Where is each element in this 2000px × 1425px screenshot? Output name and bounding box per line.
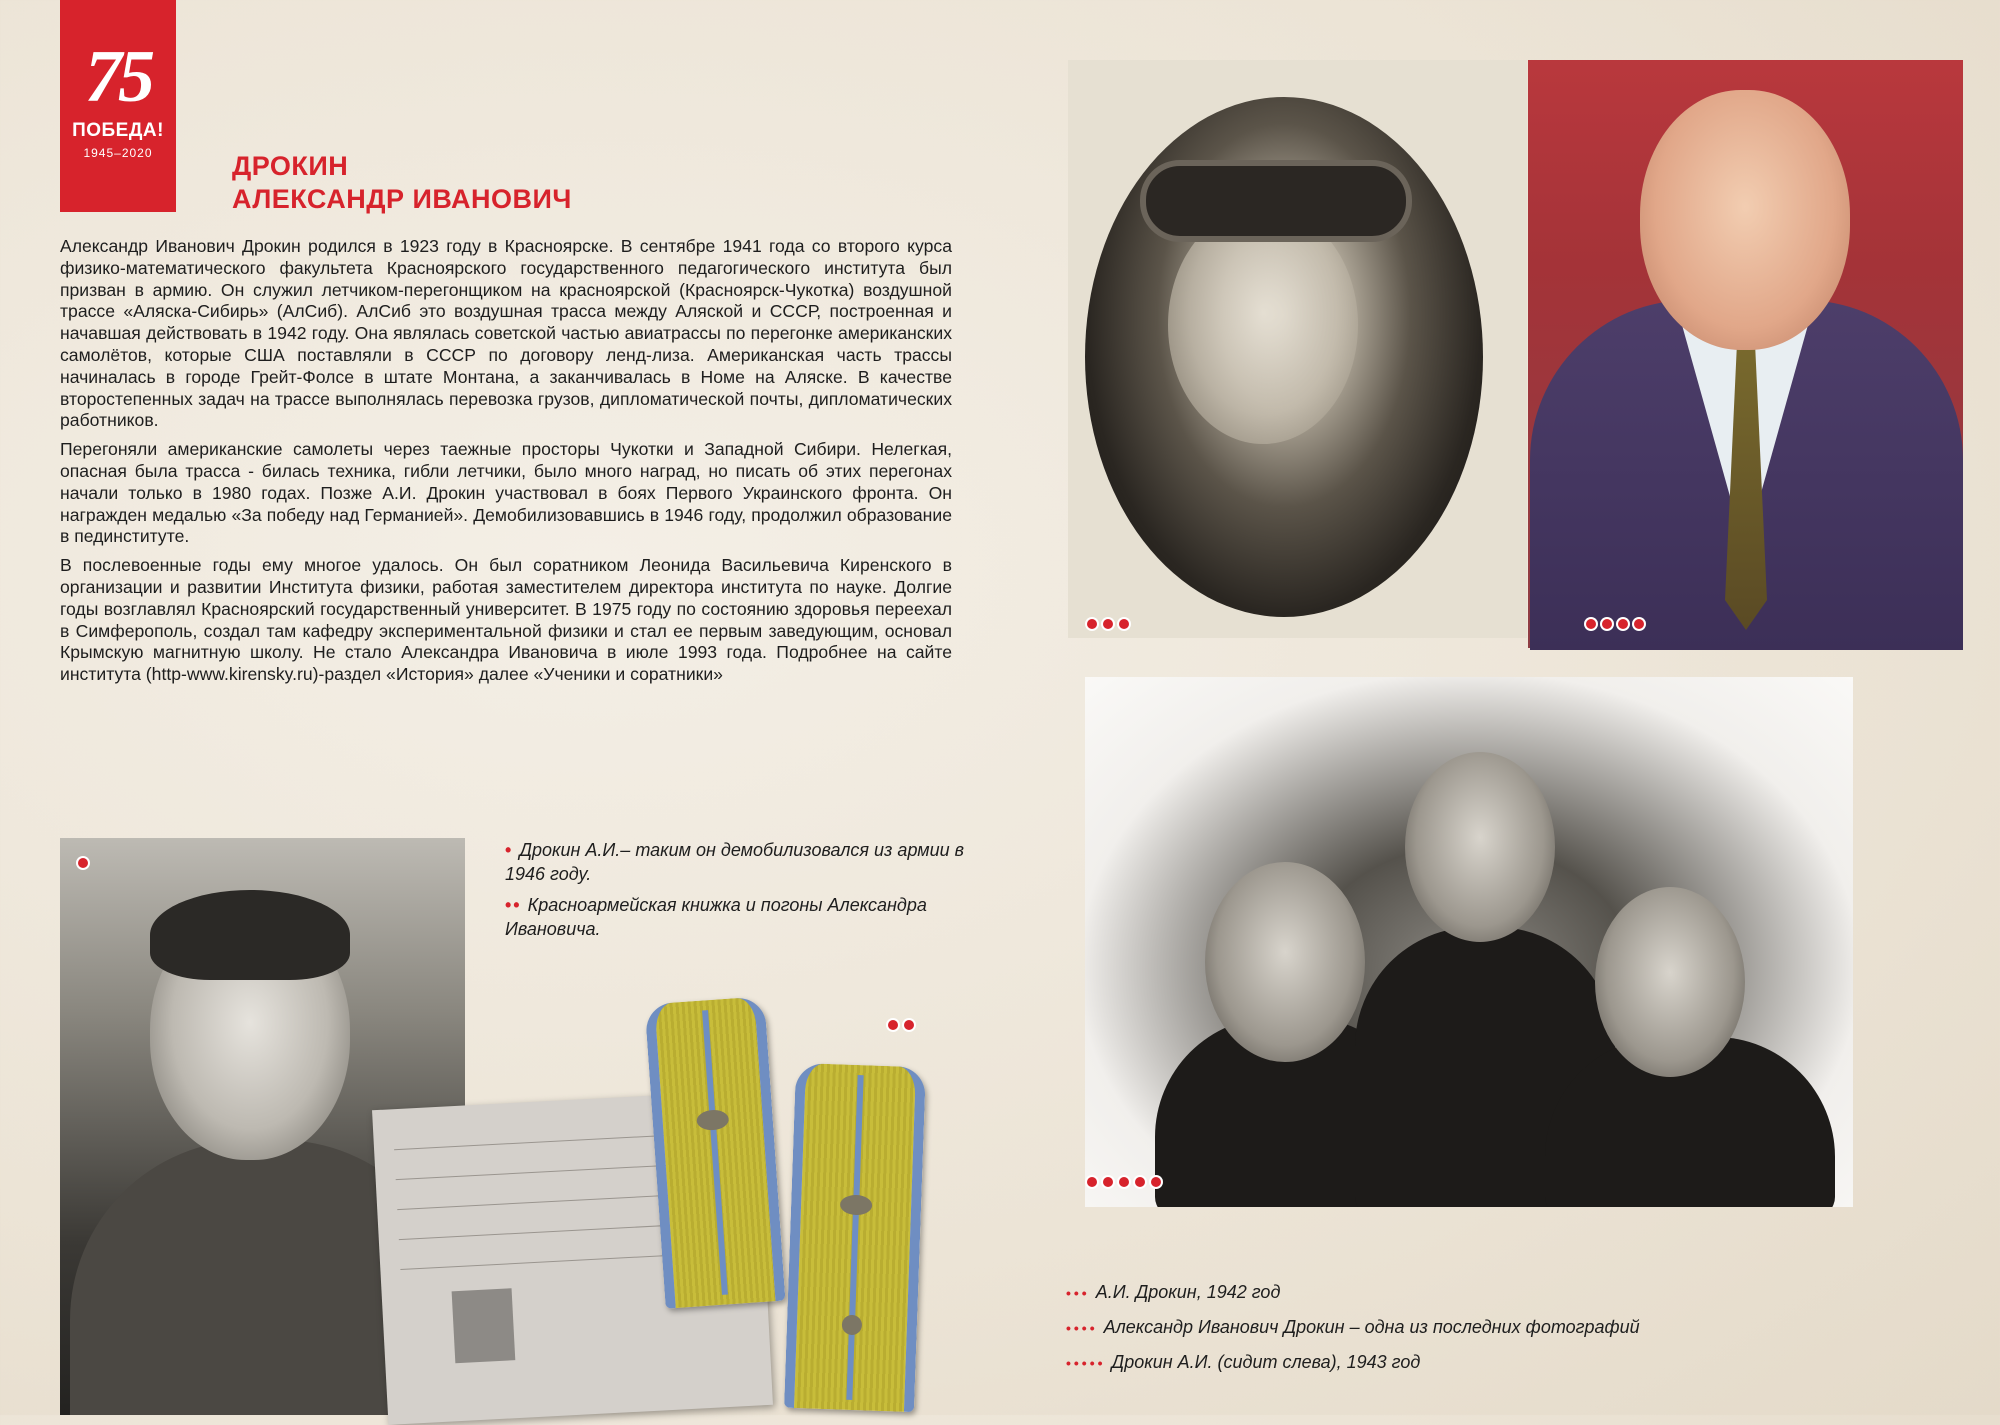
captions-top [505, 838, 975, 948]
group-photo-1943 [1085, 677, 1853, 1207]
marker-dot [1618, 619, 1628, 629]
caption-text: Александр Иванович Дрокин – одна из последних фотографий [1103, 1317, 1640, 1337]
shoulder-strap-left [645, 996, 786, 1309]
soldier-left-head [1205, 862, 1365, 1062]
caption-row [1066, 1280, 1966, 1305]
caption-row [505, 838, 975, 886]
photo-marker-2 [888, 1020, 914, 1030]
paragraph: Перегоняли американские самолеты через таежные просторы Чукотки и Западной Сибири. Нелегкая, опасная была трасса - билась техника, гибли летчики, было много наград, но писать об этих перегонах начали только в 1980 годах. Позже А.И. Дрокин участвовал в боях Первого Украинского фронта. Он награжден медалью «За победу над Германией». Демобилизовавшись в 1946 году, продолжил образование в пединституте. [60, 439, 952, 547]
captions-bottom [1066, 1280, 1966, 1385]
victory-75-logo [60, 0, 176, 212]
portrait-face [1640, 90, 1850, 350]
marker-dot [1087, 619, 1097, 629]
logo-number: 75 [85, 36, 151, 118]
caption-dots: • [505, 840, 514, 860]
pilot-goggles [1140, 160, 1412, 242]
young-hair [150, 890, 350, 980]
title-surname: ДРОКИН [232, 151, 349, 181]
caption-text: А.И. Дрокин, 1942 год [1095, 1282, 1281, 1302]
caption-row [505, 893, 975, 941]
soldier-center-head [1405, 752, 1555, 942]
caption-text: Дрокин А.И.– таким он демобилизовался из армии в 1946 году. [505, 840, 965, 884]
marker-dot [888, 1020, 898, 1030]
title-name: АЛЕКСАНДР ИВАНОВИЧ [232, 184, 572, 214]
marker-dot [1087, 1177, 1097, 1187]
logo-years: 1945–2020 [83, 146, 153, 160]
aviation-emblem-icon [696, 1109, 729, 1131]
page-title [232, 150, 572, 216]
paragraph: В послевоенные годы ему многое удалось. Он был соратником Леонида Васильевича Киренского в организации и развитии Института физики, работая заместителем директора института по науке. Долгие годы возглавлял Красноярский государственный университет. В 1975 году по состоянию здоровья переехал в Симферополь, создал там кафедру экспериментальной физики и стал ее первым заведующим, основал Крымскую магнитную школу. Не стало Александра Ивановича в июле 1993 года. Подробнее на сайте института (http-www.kirensky.ru)-раздел «История» далее «Ученики и соратники» [60, 555, 952, 685]
caption-dots: •• [505, 895, 522, 915]
caption-row [1066, 1350, 1966, 1375]
caption-text: Дрокин А.И. (сидит слева), 1943 год [1111, 1352, 1421, 1372]
marker-dot [1119, 1177, 1129, 1187]
shoulder-strap-right [784, 1063, 926, 1412]
star-icon [842, 1315, 863, 1336]
photo-marker-3 [1087, 619, 1129, 629]
photo-marker-4 [1586, 619, 1644, 629]
marker-dot [1135, 1177, 1145, 1187]
logo-word: ПОБЕДА! [72, 120, 164, 141]
marker-dot [78, 858, 88, 868]
marker-dot [1586, 619, 1596, 629]
marker-dot [1119, 619, 1129, 629]
marker-dot [1151, 1177, 1161, 1187]
caption-dots: ••••• [1066, 1355, 1106, 1371]
booklet-photo [452, 1288, 516, 1363]
caption-dots: •••• [1066, 1320, 1098, 1336]
biography-text [60, 236, 952, 693]
soldier-right-head [1595, 887, 1745, 1077]
caption-text: Красноармейская книжка и погоны Александра Ивановича. [505, 895, 927, 939]
caption-row [1066, 1315, 1966, 1340]
marker-dot [1634, 619, 1644, 629]
marker-dot [1103, 619, 1113, 629]
marker-dot [1103, 1177, 1113, 1187]
paragraph: Александр Иванович Дрокин родился в 1923 году в Красноярске. В сентябре 1941 года со второго курса физико-математического факультета Красноярского государственного педагогического института был призван в армию. Он служил летчиком-перегонщиком на красноярской (Красноярск-Чукотка) воздушной трассе «Аляска-Сибирь» (АлСиб). АлСиб это воздушная трасса между Аляской и СССР, построенная и начавшая действовать в 1942 году. Она являлась советской частью авиатрассы по перегонке американских самолётов, которые США поставляли в СССР по договору ленд-лиза. Американская часть трассы начиналась в городе Грейт-Фолсе в штате Монтана, а заканчивалась в Номе на Аляске. В качестве второстепенных задач на трассе выполнялась перевозка грузов, дипломатической почты, дипломатических работников. [60, 236, 952, 431]
photo-marker-1 [78, 858, 88, 868]
marker-dot [904, 1020, 914, 1030]
aviation-emblem-icon [840, 1194, 873, 1215]
marker-dot [1602, 619, 1612, 629]
caption-dots: ••• [1066, 1285, 1090, 1301]
photo-marker-5 [1087, 1177, 1161, 1187]
